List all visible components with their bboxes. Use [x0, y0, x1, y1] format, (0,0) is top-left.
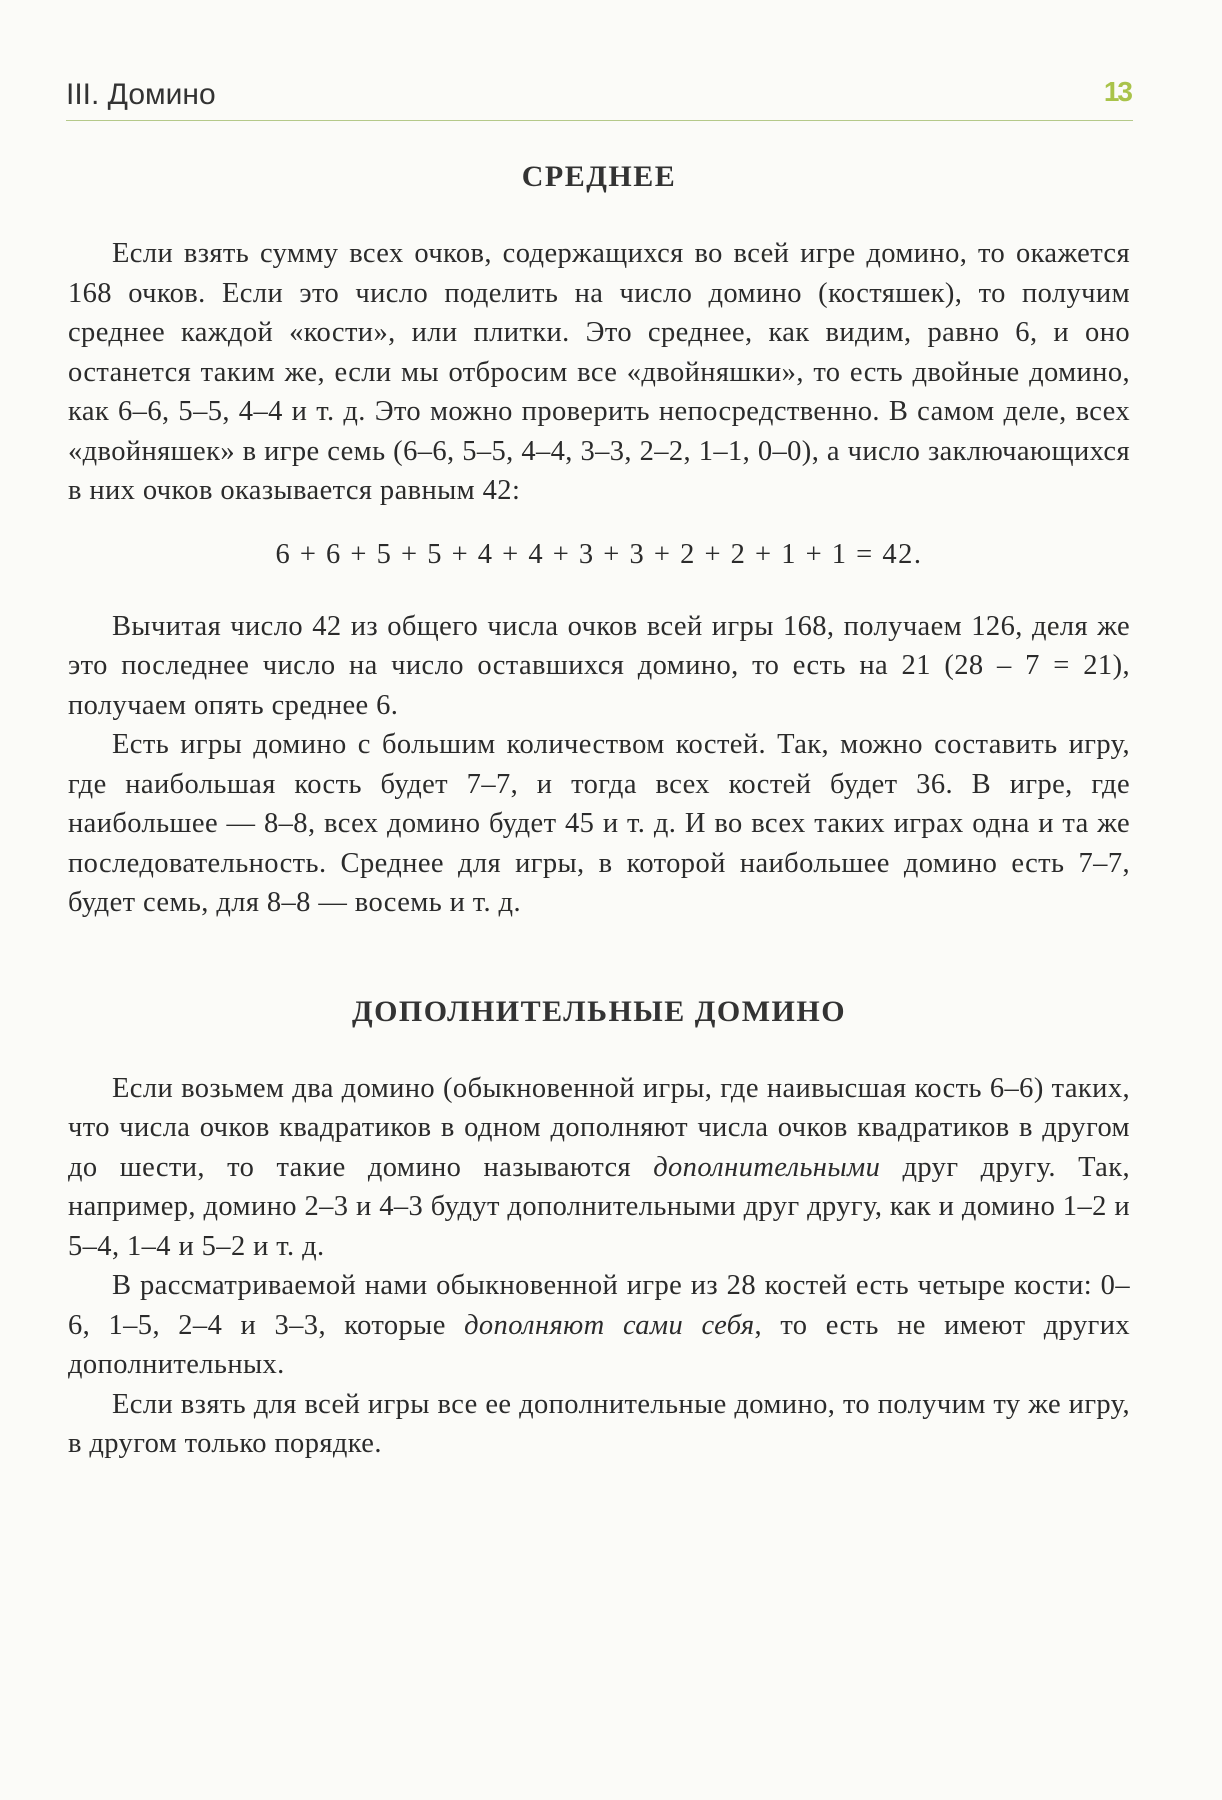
section-title-average: СРЕДНЕЕ: [521, 160, 677, 193]
emphasis: дополняют сами себя: [464, 1309, 755, 1341]
emphasis: дополнительными: [653, 1151, 881, 1183]
paragraph: [68, 1266, 1130, 1385]
text-run: Если возьмем два домино (обыкновенной игры, где наивысшая кость 6–6) таких, что числа очков квадратиков в одном дополняют числа очков квадратиков в другом до шести, то такие домино называются: [68, 1072, 1130, 1183]
text-run: , то есть не имеют других дополнительных.: [68, 1309, 1130, 1380]
chapter-title: III. Домино: [66, 78, 216, 111]
running-head: [66, 78, 1133, 121]
paragraph: Если взять для всей игры все ее дополнительные домино, то получим ту же игру, в другом только порядке.: [68, 1388, 1130, 1459]
paragraph: Если взять сумму всех очков, содержащихся во всей игре домино, то окажется 168 очков. Если это число поделить на число домино (костяшек), то получим среднее каждой «кости», или плитки. Это среднее, как видим, равно 6, и оно останется таким же, если мы отбросим все «двойняшки», то есть двойные домино, как 6–6, 5–5, 4–4 и т. д. Это можно проверить непосредственно. В самом деле, всех «двойняшек» в игре семь (6–6, 5–5, 4–4, 3–3, 2–2, 1–1, 0–0), а число заключающихся в них очков оказывается равным 42:: [68, 238, 1130, 506]
paragraph: [68, 1069, 1130, 1267]
paragraph: Есть игры домино с большим количеством костей. Так, можно составить игру, где наибольшая кость будет 7–7, и тогда всех костей будет 36. В игре, где наибольшее — 8–8, всех домино будет 45 и т. д. И во всех таких играх одна и та же последовательность. Среднее для игры, в которой наибольшее домино есть 7–7, будет семь, для 8–8 — восемь и т. д.: [68, 729, 1130, 918]
page-content: [68, 160, 1130, 1464]
text-run: В рассматриваемой нами обыкновенной игре из 28 костей есть четыре кости: 0–6, 1–5, 2–4 и 3–3, которые: [68, 1270, 1130, 1341]
text-run: друг другу. Так, например, домино 2–3 и 4–3 будут дополнительными друг другу, как и домино 1–2 и 5–4, 1–4 и 5–2 и т. д.: [68, 1151, 1130, 1262]
formula: 6 + 6 + 5 + 5 + 4 + 4 + 3 + 3 + 2 + 2 + 1 + 1 = 42.: [275, 538, 923, 570]
page-number: 13: [1103, 76, 1131, 107]
paragraph: Вычитая число 42 из общего числа очков всей игры 168, получаем 126, деля же это последнее число на число оставшихся домино, то есть на 21 (28 – 7 = 21), получаем опять среднее 6.: [68, 610, 1130, 721]
section-title-complementary: ДОПОЛНИТЕЛЬНЫЕ ДОМИНО: [351, 994, 847, 1028]
